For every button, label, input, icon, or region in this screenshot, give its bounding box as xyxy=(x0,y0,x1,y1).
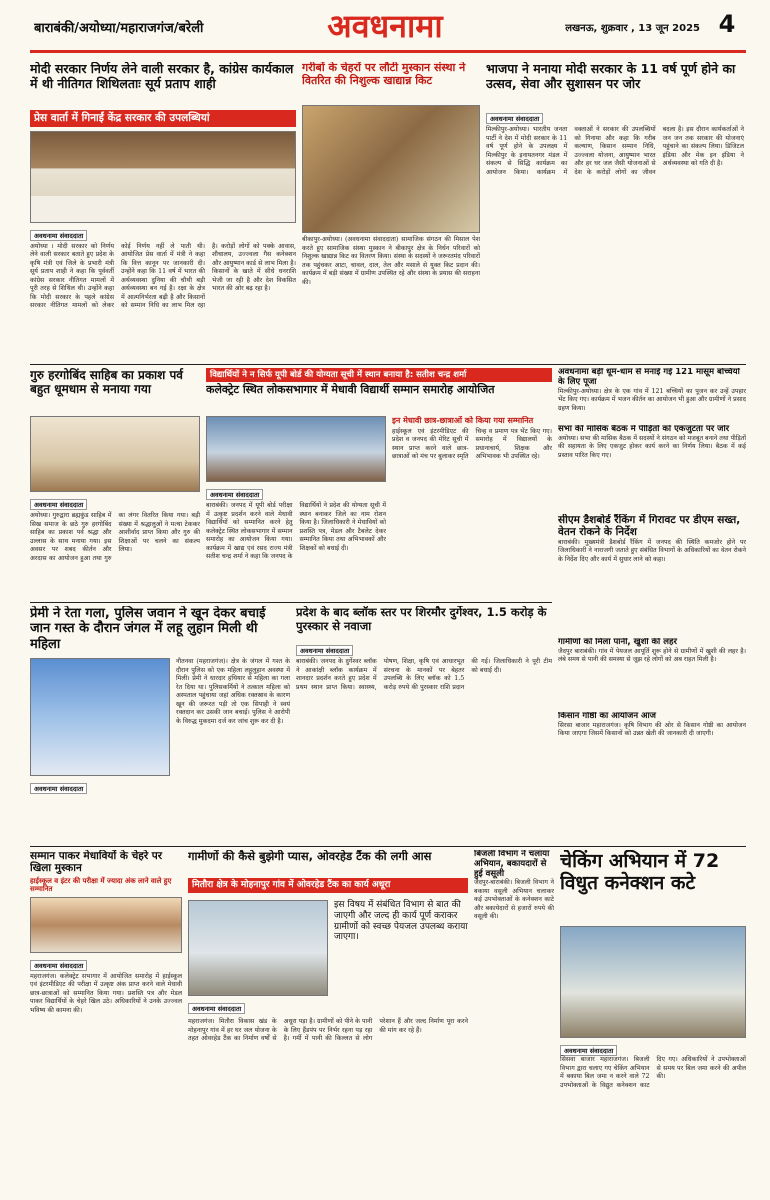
article-headline: बिजली विभाग ने चलाया अभियान, बकायदारों से हुई वसूली xyxy=(474,850,550,879)
article-gurpurab xyxy=(30,368,200,600)
article-body: सिरसा बाजार महाराजगंज। कृषि विभाग की ओर से किसान गोष्ठी का आयोजन किया जाएगा जिसमें किसानों को उन्नत खेती की जानकारी दी जाएगी। xyxy=(558,721,746,738)
article-byline: अवधनामा संवाददाता xyxy=(30,230,87,241)
article-farmer-seminar xyxy=(558,712,746,804)
honorees-box-body: हाईस्कूल एवं इंटरमीडिएट की प्रदेश व जनपद की मेरिट सूची में स्थान प्राप्त करने वाले छात्र-छात्राओं को मंच पर बुलाकर स्मृति चिन्ह व प्रमाण पत्र भेंट किए गए। समारोह में विद्यालयों के प्रधानाचार्य, शिक्षक और अभिभावक भी उपस्थित रहे। xyxy=(392,427,552,461)
article-byline: अवधनामा संवाददाता xyxy=(560,1045,617,1056)
article-subheadline: कलेक्ट्रेट स्थित लोकसभागार में मेधावी विद्यार्थी सम्मान समारोह आयोजित xyxy=(206,383,495,397)
article-body: अयोध्या। गुरुद्वारा ब्रह्मकुंड साहिब में सिख समाज के छठे गुरु हरगोबिंद साहिब का प्रकाश पर्व श्रद्धा और उल्लास के साथ मनाया गया। इस अवसर पर शबद कीर्तन और अरदास का आयोजन हुआ तथा गुरु का लंगर वितरित किया गया। बड़ी संख्या में श्रद्धालुओं ने मत्था टेककर आशीर्वाद प्राप्त किया और गुरु की शिक्षाओं पर चलने का संकल्प लिया। xyxy=(30,512,200,562)
article-body: जैदपुर-बाराबंकी। बिजली विभाग ने बकाया वसूली अभियान चलाकर कई उपभोक्ताओं के कनेक्शन काटे और बकायेदारों से हजारों रुपये की वसूली की। xyxy=(474,879,554,921)
ceremony-photo xyxy=(206,416,386,482)
article-headline: गरीबों के चेहरों पर लौटी मुस्कान संस्था ने वितरित की निशुल्क खाद्यान्न किट xyxy=(302,62,466,87)
article-headline: गुरु हरगोबिंद साहिब का प्रकाश पर्व बहुत धूमधाम से मनाया गया xyxy=(30,368,183,397)
article-subheadline: हाईस्कूल व इंटर की परीक्षा में ज्यादा अंक लाने वाले हुए सम्मानित xyxy=(30,876,172,894)
article-body: महराजगंज। कलेक्ट्रेट सभागार में आयोजित समारोह में हाईस्कूल एवं इंटरमीडिएट की परीक्षा में उत्कृष्ट अंक प्राप्त करने वाले मेधावी छात्र-छात्राओं को सम्मानित किया गया। प्रशस्ति पत्र और मेडल पाकर विद्यार्थियों के चेहरे खिल उठे। अधिकारियों ने उनके उज्ज्वल भविष्य की कामना की। xyxy=(30,972,182,1014)
article-byline: अवधनामा संवाददाता xyxy=(30,499,87,510)
article-body: बाराबंकी। जनपद में यूपी बोर्ड परीक्षा में उत्कृष्ट प्रदर्शन करने वाले मेधावी विद्यार्थियों को सम्मानित करने हेतु कलेक्ट्रेट स्थित लोकसभागार में सम्मान समारोह का आयोजन किया गया। कार्यक्रम में खाद्य एवं रसद राज्य मंत्री सतीश चन्द्र शर्मा ने कहा कि जनपद के विद्यार्थियों ने प्रदेश की योग्यता सूची में स्थान बनाकर जिले का नाम रोशन किया है। जिलाधिकारी ने मेधावियों को प्रशस्ति पत्र, मेडल और टैबलेट देकर सम्मानित किया तथा अभिभावकों और शिक्षकों को बधाई दी। xyxy=(206,502,386,560)
masthead xyxy=(0,0,770,56)
article-body: अयोध्या। सभा की मासिक बैठक में सदस्यों ने संगठन को मजबूत बनाने तथा पीड़ितों की सहायता के लिए एकजुट होकर कार्य करने का निर्णय लिया। बैठक में कई प्रस्ताव पारित किए गए। xyxy=(558,434,746,459)
article-headline: सीएम डैशबोर्ड रैंकिंग में गिरावट पर डीएम सख्त, वेतन रोकने के निर्देश xyxy=(558,514,741,539)
article-body: जैदपुर बाराबंकी। गांव में पेयजल आपूर्ति शुरू होने से ग्रामीणों में खुशी की लहर है। लंबे समय से पानी की समस्या से जूझ रहे लोगों को अब राहत मिली है। xyxy=(558,647,746,664)
newspaper-logo: अवधनामा xyxy=(327,7,443,45)
article-body: अयोध्या । मोदी सरकार को निर्णय लेने वाली सरकार बताते हुए प्रदेश के कृषि मंत्री एवं जिले के प्रभारी मंत्री सूर्य प्रताप शाही ने कहा कि पूर्ववर्ती कांग्रेस सरकार नीतिगत मामलों में पूरी तरह से शिथिल थी। उन्होंने कहा कि मोदी सरकार के पहले कांग्रेस सरकार नीतिगत मामलों को लेकर कोई निर्णय नहीं ले पाती थी। आयोजित प्रेस वार्ता में मंत्री ने कहा कि वित्त कानून पर जानकारी दी। उन्होंने कहा कि 11 वर्ष में भारत की अर्थव्यवस्था दुनिया की चौथी बड़ी अर्थव्यवस्था बन गई है। रक्षा के क्षेत्र में आत्मनिर्भरता बढ़ी है और किसानों को सम्मान निधि का लाभ मिल रहा है। करोड़ों लोगों को पक्के आवास, शौचालय, उज्ज्वला गैस कनेक्शन और आयुष्मान कार्ड से लाभ मिला है। किसानों के खाते में सीधे धनराशि भेजी जा रही है और देश विकसित भारत की ओर बढ़ रहा है। xyxy=(30,242,296,310)
divider xyxy=(30,846,746,847)
gurudwara-photo xyxy=(30,416,200,492)
article-headline: चेकिंग अभियान में 72 विधुत कनेक्शन कटे xyxy=(560,850,720,895)
students-photo xyxy=(30,897,182,953)
article-headline: भाजपा ने मनाया मोदी सरकार के 11 वर्ष पूर्ण होने का उत्सव, सेवा और सुशासन पर जोर xyxy=(486,62,736,91)
page-number: 4 xyxy=(718,10,736,38)
article-body: बीकापुर-अयोध्या। (अवधनामा संवाददाता) सामाजिक संगठन की मिसाल पेश करते हुए सामाजिक संस्था मुस्कान ने बीकापुर क्षेत्र के निर्धन परिवारों को निशुल्क खाद्यान्न किट का वितरण किया। संस्था के सदस्यों ने जरूरतमंद परिवारों तक पहुंचकर आटा, चावल, दाल, तेल और मसाले से युक्त किट प्रदान की। कार्यक्रम में बड़ी संख्या में ग्रामीण उपस्थित रहे और संस्था के प्रयास की सराहना की। xyxy=(302,236,480,286)
electricity-photo xyxy=(560,926,746,1038)
article-electricity-drive xyxy=(474,850,554,1190)
article-overhead-tank xyxy=(188,850,468,1190)
article-bjp-celebration xyxy=(486,62,744,362)
honorees-box-title: इन मेधावी छात्र-छात्राओं को किया गया सम्मानित xyxy=(392,416,534,425)
article-byline: अवधनामा संवाददाता xyxy=(486,113,543,124)
article-banner: प्रेस वार्ता में गिनाईं केंद्र सरकार की उपलब्धियां xyxy=(30,110,296,127)
dateline: लखनऊ, शुक्रवार , 13 जून 2025 xyxy=(565,23,700,34)
masthead-rule xyxy=(30,50,746,53)
article-byline: अवधनामा संवाददाता xyxy=(188,1003,245,1014)
article-byline: अवधनामा संवाददाता xyxy=(296,645,353,656)
article-headline: प्रदेश के बाद ब्लॉक स्तर पर शिरमौर दुर्गेश्वर, 1.5 करोड़ के पुरस्कार से नवाजा xyxy=(296,606,547,633)
article-headline: सम्मान पाकर मेधावियों के चेहरे पर खिला मुस्कान xyxy=(30,850,163,875)
article-food-kit xyxy=(302,62,480,362)
article-body: मिल्कीपुर-अयोध्या। भारतीय जनता पार्टी ने देश में मोदी सरकार के 11 वर्ष पूर्ण होने के उपलक्ष्य में मिल्कीपुर के इनायतनगर मंडल में संकल्प से सिद्धि कार्यक्रम का आयोजन किया। कार्यक्रम में वक्ताओं ने सरकार की उपलब्धियों को गिनाया और कहा कि गरीब कल्याण, किसान सम्मान निधि, उज्ज्वला योजना, आयुष्मान भारत और हर घर जल जैसी योजनाओं से देश के करोड़ों लोगों का जीवन बदला है। इस दौरान कार्यकर्ताओं ने जन जन तक सरकार की योजनाएं पहुंचाने का संकल्प लिया। डिजिटल इंडिया और मेक इन इंडिया ने अर्थव्यवस्था को गति दी है। xyxy=(486,126,744,176)
article-banner: विद्यार्थियों ने न सिर्फ यूपी बोर्ड की योग्यता सूची में स्थान बनाया है: सतीश चन्द्र शर्मा xyxy=(206,368,552,382)
official-quote: इस विषय में संबंधित विभाग से बात की जाएगी और जल्द ही कार्य पूर्ण कराकर ग्रामीणों को स्वच्छ पेयजल उपलब्ध कराया जाएगा। xyxy=(334,900,468,943)
article-body: बाराबंकी। मुख्यमंत्री डैशबोर्ड रैंकिंग में जनपद की स्थिति कमजोर होने पर जिलाधिकारी ने नाराजगी जताते हुए संबंधित विभागों के अधिकारियों का वेतन रोकने के निर्देश दिए और कार्य में सुधार लाने को कहा। xyxy=(558,538,746,563)
article-headline: सभा की मासिक बैठक में पीड़ितों को एकजुटता पर जोर xyxy=(558,425,730,434)
article-modi-govt xyxy=(30,62,296,362)
article-body: महराजगंज। मितौरा विकास खंड के मोहनापुर गांव में हर घर जल योजना के तहत ओवरहेड टैंक का निर्माण वर्षों से अधूरा पड़ा है। ग्रामीणों को पीने के पानी के लिए हैंडपंप पर निर्भर रहना पड़ रहा है। गर्मी में पानी की किल्लत से लोग परेशान हैं और जल्द निर्माण पूरा करने की मांग कर रहे हैं। xyxy=(188,1018,468,1042)
article-byline: अवधनामा संवाददाता xyxy=(30,783,87,794)
overhead-tank-photo xyxy=(188,900,328,996)
article-monthly-meeting xyxy=(558,425,746,511)
article-headline: प्रेमी ने रेता गला, पुलिस जवान ने खून देकर बचाई जान गस्त के दौरान जंगल में लहू लुहान मिली थी महिला xyxy=(30,606,266,652)
article-police-blood xyxy=(30,606,290,842)
article-byline: अवधनामा संवाददाता xyxy=(206,489,263,500)
hospital-photo xyxy=(30,658,170,776)
article-cm-dashboard xyxy=(558,514,746,634)
article-headline: गामीणों की कैसे बुझेगी प्यास, ओवरहेड टैंक की लगी आस xyxy=(188,850,432,863)
section-label: बाराबंकी/अयोध्या/महाराजगंज/बरेली xyxy=(34,21,204,36)
article-checking-drive xyxy=(560,850,746,1190)
article-body: मिल्कीपुर-अयोध्या। क्षेत्र के एक गांव में 121 बच्चियों का पूजन कर उन्हें उपहार भेंट किए गए। कार्यक्रम में भजन कीर्तन का आयोजन भी हुआ और ग्रामीणों ने प्रसाद ग्रहण किया। xyxy=(558,387,746,412)
article-student-honors xyxy=(30,850,182,1190)
article-headline: किसान गोष्ठी का आयोजन आज xyxy=(558,712,656,721)
article-girls-pooja xyxy=(558,368,746,422)
article-body: नौतनवा (महराजगंज)। क्षेत्र के जंगल में गश्त के दौरान पुलिस को एक महिला लहूलुहान अवस्था में मिली। प्रेमी ने धारदार हथियार से महिला का गला रेत दिया था। पुलिसकर्मियों ने तत्काल महिला को अस्पताल पहुंचाया जहां अधिक रक्तस्राव के कारण खून की जरूरत पड़ी तो एक सिपाही ने स्वयं रक्तदान कर उसकी जान बचाई। पुलिस ने आरोपी के विरुद्ध मुकदमा दर्ज कर जांच शुरू कर दी है। xyxy=(176,658,290,725)
press-conference-photo xyxy=(30,131,296,223)
article-water-supply xyxy=(558,638,746,710)
article-byline: अवधनामा संवाददाता xyxy=(30,960,87,971)
article-block-award xyxy=(296,606,552,842)
article-headline: गामीणों को मिला पानी, खुशी की लहर xyxy=(558,638,677,647)
article-meritorious-students xyxy=(206,368,552,600)
divider xyxy=(30,602,552,603)
article-headline: अवधनामा बड़ी धूम-धाम से मनाई गई 121 मासूम बच्चियों के लिए पूजा xyxy=(558,368,740,387)
divider xyxy=(30,364,746,365)
article-body: बाराबंकी। जनपद के दुर्गेश्वर ब्लॉक ने आकांक्षी ब्लॉक कार्यक्रम में शानदार प्रदर्शन करते हुए प्रदेश में प्रथम स्थान प्राप्त किया। स्वास्थ्य, पोषण, शिक्षा, कृषि एवं आधारभूत संरचना के मानकों पर बेहतर उपलब्धि के लिए ब्लॉक को 1.5 करोड़ रुपये की पुरस्कार राशि प्रदान की गई। जिलाधिकारी ने पूरी टीम को बधाई दी। xyxy=(296,658,552,691)
article-headline: मोदी सरकार निर्णय लेने वाली सरकार है, कांग्रेस कार्यकाल में थी नीतिगत शिथिलताः सूर्य प्रताप शाही xyxy=(30,62,294,91)
article-body: सिसवा बाजार महाराजगंज। बिजली विभाग द्वारा चलाए गए चेकिंग अभियान में बकाया बिल जमा न करने वाले 72 उपभोक्ताओं के विद्युत कनेक्शन काट दिए गए। अधिकारियों ने उपभोक्ताओं से समय पर बिल जमा करने की अपील की। xyxy=(560,1056,746,1089)
article-banner: मितौरा क्षेत्र के मोहनापुर गांव में ओवरहेड टैंक का कार्य अधूरा xyxy=(188,878,468,893)
food-kit-photo xyxy=(302,105,480,233)
